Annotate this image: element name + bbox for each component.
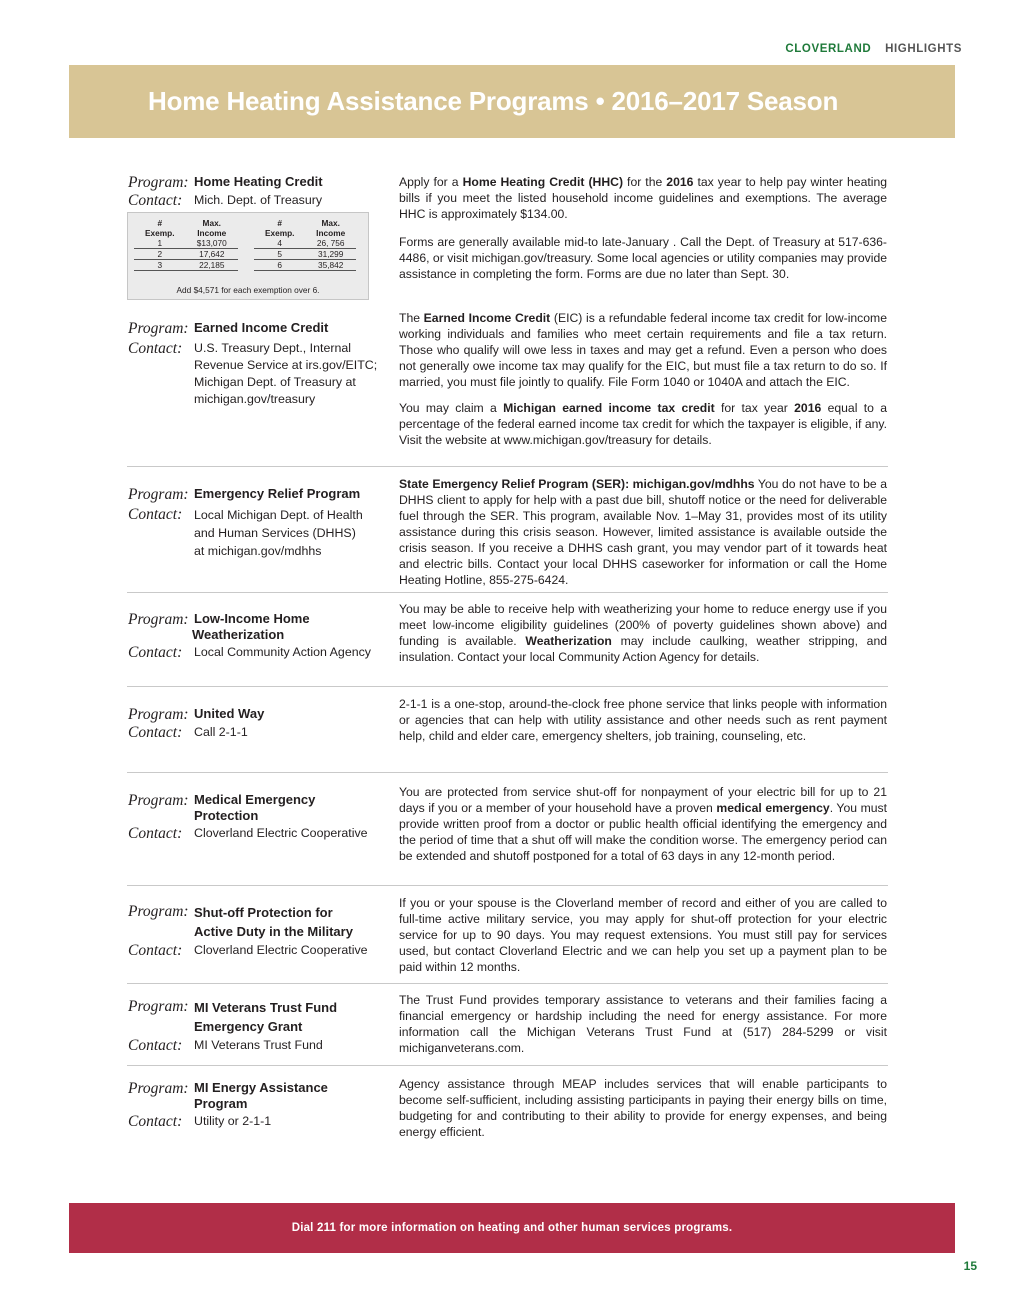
contact-label: Contact:	[128, 340, 183, 357]
program-name	[194, 611, 310, 643]
page-title: Home Heating Assistance Programs • 2016–2017 Season	[148, 86, 839, 116]
program-contact: Cloverland Electric Cooperative	[194, 943, 368, 957]
contact-label: Contact:	[128, 192, 183, 209]
program-5-info	[128, 706, 390, 741]
divider	[127, 1065, 888, 1066]
title-banner	[69, 65, 955, 138]
program-contact: MI Veterans Trust Fund	[194, 1038, 323, 1052]
program-contact: Utility or 2-1-1	[194, 1114, 272, 1128]
program-paragraph	[399, 476, 887, 588]
program-contact	[194, 340, 377, 408]
program-name-line: Protection	[194, 808, 259, 823]
program-name	[194, 792, 315, 824]
program-name-line: Weatherization	[192, 627, 285, 642]
divider	[127, 772, 888, 773]
program-9-info	[128, 1080, 390, 1130]
program-label: Program:	[128, 998, 189, 1015]
program-paragraph: Apply for a Home Heating Credit (HHC) for the 2016 tax year to help pay winter heating bills if you meet the listed household income guidelines and exemptions. The average HHC is approximately $134.00.	[399, 175, 887, 221]
col-header: Max.	[202, 218, 221, 228]
program-name: Home Heating Credit	[194, 174, 323, 189]
contact-label: Contact:	[128, 825, 183, 842]
program-8-description	[399, 992, 887, 1056]
program-contact: Cloverland Electric Cooperative	[194, 826, 368, 840]
program-paragraph: 2-1-1 is a one-stop, around-the-clock free phone service that links people with information or agencies that can help with utility assistance and other needs such as rent payment help, child and elder care, emergency shelters, job training, counseling, etc.	[399, 697, 887, 743]
program-name-line: MI Veterans Trust Fund	[194, 1000, 338, 1015]
contact-line: michigan.gov/treasury	[194, 392, 316, 406]
table-cell: 5	[254, 249, 305, 260]
contact-line: Local Michigan Dept. of Health	[194, 508, 363, 522]
program-paragraph: The Trust Fund provides temporary assistance to veterans and their families facing a financial emergency or hardship including the need for energy assistance. For more information call the Michigan Veterans Trust Fund at (517) 284-5299 or visit michiganveterans.com.	[399, 993, 887, 1055]
program-label: Program:	[128, 706, 189, 723]
program-1-description	[399, 174, 887, 282]
program-label: Program:	[128, 611, 189, 628]
program-label: Program:	[128, 174, 189, 191]
table-cell: 31,299	[305, 249, 356, 260]
table-cell: 26, 756	[305, 238, 356, 249]
col-header: #	[277, 218, 282, 228]
program-label: Program:	[128, 792, 189, 809]
footer-text: Dial 211 for more information on heating and other human services programs.	[291, 1222, 733, 1234]
running-header	[785, 43, 962, 55]
program-name-line: Active Duty in the Military	[194, 924, 353, 939]
program-name-line: Program	[194, 1096, 248, 1111]
contact-label: Contact:	[128, 942, 183, 959]
table-cell: 1	[134, 238, 186, 249]
contact-label: Contact:	[128, 506, 183, 523]
program-paragraph: You may be able to receive help with weatherizing your home to reduce energy use if you meet low-income eligibility guidelines (200% of poverty guidelines shown above) and funding is available. Weatherization may include caulking, weather stripping, and insulation. Contact your local Community Action Agency for details.	[399, 602, 888, 664]
col-header: Income	[197, 228, 227, 238]
ser-text: You do not have to be a DHHS client to apply for help with a past due bill, shutoff notice or the need for deliverable fuel through the SER. This program, available Nov. 1–May 31, provides most of its utility assistance during this crisis season. However, limited assistance is available outside the crisis season. If you receive a DHHS cash grant, you may vendor part of it towards heat and electric bills. Contact your local DHHS caseworker for information or call the Home Heating Hotline, 855-275-6424.	[399, 477, 887, 587]
program-name-line: Medical Emergency	[194, 792, 316, 807]
table-cell: $13,070	[186, 238, 238, 249]
program-3-info	[128, 486, 390, 560]
program-label: Program:	[128, 903, 189, 920]
program-name: Emergency Relief Program	[194, 486, 361, 501]
income-guidelines-table	[127, 212, 369, 300]
table-cell: 6	[254, 260, 305, 271]
contact-label: Contact:	[128, 644, 183, 661]
contact-label: Contact:	[128, 1113, 183, 1130]
table-cell: 4	[254, 238, 305, 249]
program-1-info	[128, 174, 390, 209]
program-paragraph: Forms are generally available mid-to late-January . Call the Dept. of Treasury at 517-636-4486, or visit michigan.gov/treasury. Some local agencies or utility companies may provide assistance in completing the form. Forms are due no later than Sept. 30.	[399, 235, 887, 281]
table-cell: 17,642	[186, 249, 238, 260]
program-contact: Mich. Dept. of Treasury	[194, 193, 323, 207]
program-9-description	[399, 1076, 887, 1140]
program-6-description	[399, 784, 887, 864]
program-name-line: Shut-off Protection for	[194, 905, 333, 920]
program-2-info	[128, 320, 390, 408]
program-7-info	[128, 903, 390, 959]
program-paragraph: You are protected from service shut-off for nonpayment of your electric bill for up to 21 days if you or a member of your household have a proven medical emergency. You must provide written proof from a doctor or public health official identifying the emergency and the period of time that a shut off will make the condition worse. The emergency period can be extended and shutoff postponed for a total of 63 days in any 12-month period.	[399, 785, 887, 863]
table-cell: 22,185	[186, 260, 238, 271]
program-contact: Local Community Action Agency	[194, 645, 372, 659]
footer-banner	[69, 1203, 955, 1253]
program-paragraph: The Earned Income Credit (EIC) is a refundable federal income tax credit for low-income working individuals and families who meet certain requirements and file a tax return. Those who qualify will owe less in taxes and may get a refund. Even a person who does not generally owe income tax may qualify for the EIC, but must file a tax return to do so. If married, you must file jointly to qualify. File Form 1040 or 1040A and attach the EIC.	[399, 311, 887, 389]
program-8-info	[128, 998, 390, 1054]
program-7-description	[399, 895, 887, 975]
program-4-info	[128, 611, 390, 661]
contact-line: Michigan Dept. of Treasury at	[194, 375, 356, 389]
program-6-info	[128, 792, 390, 842]
col-header: #	[157, 218, 163, 228]
divider	[127, 592, 888, 593]
contact-label: Contact:	[128, 1037, 183, 1054]
program-name: Earned Income Credit	[194, 320, 329, 335]
income-table-right	[254, 218, 356, 271]
table-cell: 35,842	[305, 260, 356, 271]
program-contact: Call 2-1-1	[194, 725, 248, 739]
income-table-left	[134, 218, 238, 271]
table-cell: 2	[134, 249, 186, 260]
program-paragraph: Agency assistance through MEAP includes services that will enable participants to become self-sufficient, including assisting participants in paying their energy bills on time, budgeting for and contributing to their ability to provide for energy expenses, and being energy efficient.	[399, 1077, 887, 1139]
program-name	[194, 1080, 328, 1112]
program-2-description	[399, 310, 887, 448]
program-name-line: Emergency Grant	[194, 1019, 303, 1034]
col-header: Exemp.	[145, 228, 175, 238]
page-number: 15	[963, 1259, 977, 1273]
program-name-line: Low-Income Home	[194, 611, 310, 626]
contact-label: Contact:	[128, 724, 183, 741]
program-label: Program:	[128, 320, 189, 337]
brand-name: CLOVERLAND	[785, 43, 872, 55]
contact-line: and Human Services (DHHS)	[194, 526, 356, 540]
program-contact	[194, 506, 363, 560]
program-name: United Way	[194, 706, 265, 721]
divider	[127, 885, 888, 886]
divider	[127, 983, 888, 984]
col-header: Max.	[321, 218, 340, 228]
program-name	[194, 903, 353, 941]
program-label: Program:	[128, 486, 189, 503]
program-label: Program:	[128, 1080, 189, 1097]
program-3-description	[399, 476, 887, 588]
program-name	[194, 998, 337, 1036]
ser-lead: State Emergency Relief Program (SER): michigan.gov/mdhhs	[399, 477, 755, 491]
divider	[127, 466, 888, 467]
section-name: HIGHLIGHTS	[885, 43, 962, 55]
col-header: Income	[316, 228, 346, 238]
income-table-note: Add $4,571 for each exemption over 6.	[176, 285, 320, 295]
contact-line: U.S. Treasury Dept., Internal	[194, 341, 352, 355]
program-5-description	[399, 696, 887, 744]
contact-line: Revenue Service at irs.gov/EITC;	[194, 358, 378, 372]
program-paragraph: You may claim a Michigan earned income tax credit for tax year 2016 equal to a percentage of the federal earned income tax credit for which the taxpayer is eligible, if any. Visit the website at www.michigan.gov/treasury for details.	[399, 401, 887, 447]
divider	[127, 686, 888, 687]
program-paragraph: If you or your spouse is the Cloverland member of record and either of you are called to full-time active military service, you may apply for shut-off protection for your electric service for up to 90 days. You may request extensions. You must still pay for services used, but contact Cloverland Electric and we can help you set up a payment plan to be paid within 12 months.	[399, 896, 887, 974]
col-header: Exemp.	[264, 228, 295, 238]
table-cell: 3	[134, 260, 186, 271]
contact-line: at michigan.gov/mdhhs	[194, 544, 322, 558]
program-4-description	[399, 601, 887, 665]
program-name-line: MI Energy Assistance	[194, 1080, 328, 1095]
